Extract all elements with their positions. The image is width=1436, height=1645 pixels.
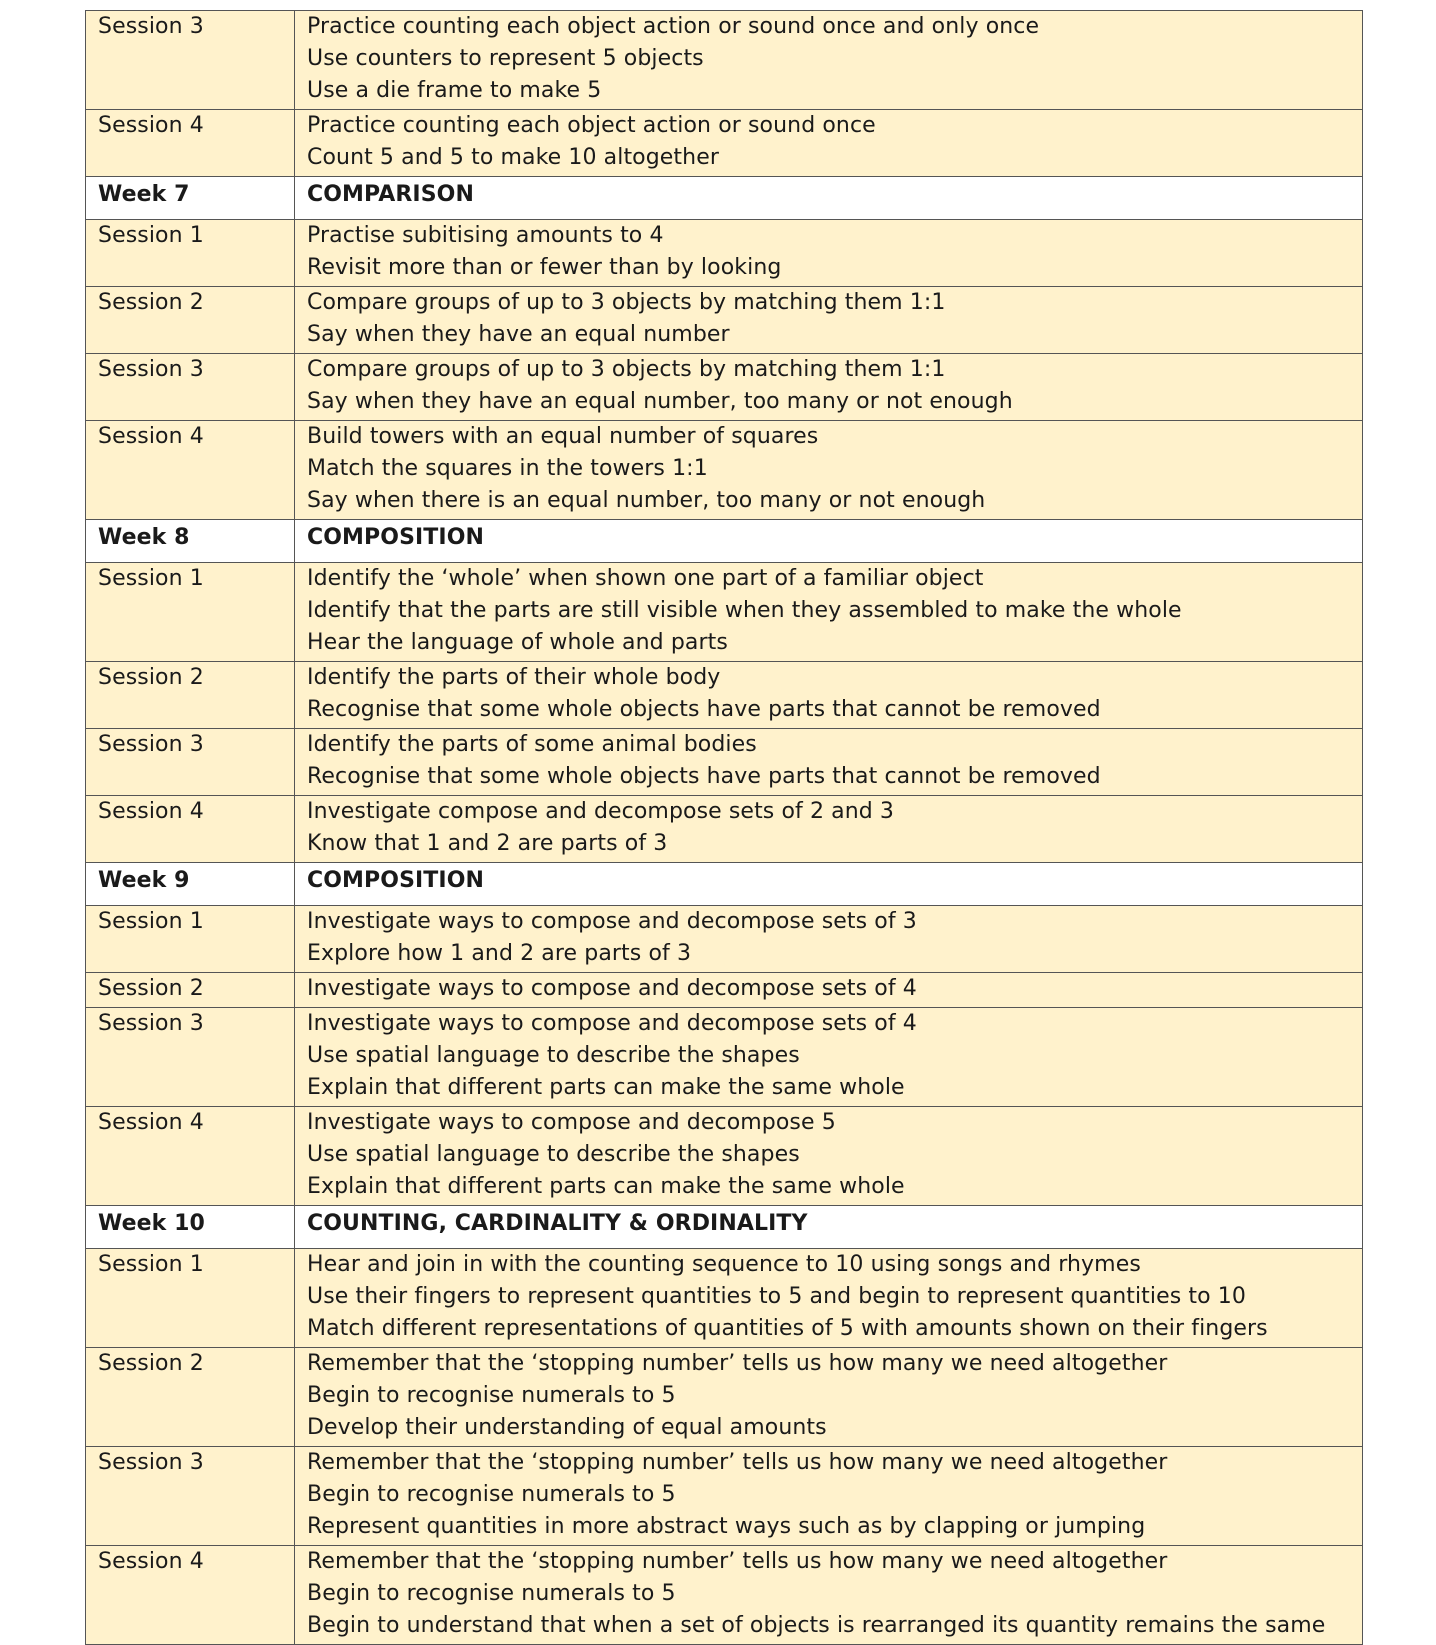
session-row — [86, 1008, 1363, 1107]
objective-line: Explore how 1 and 2 are parts of 3 — [307, 941, 692, 966]
objective-line: Investigate compose and decompose sets of 2 and 3 — [307, 799, 895, 824]
week-label: Week 10 — [86, 1206, 295, 1249]
objective-line: Practice counting each object action or sound once — [307, 113, 876, 138]
session-objectives — [295, 220, 1363, 287]
session-label: Session 2 — [86, 1348, 295, 1447]
objective-line: Use a die frame to make 5 — [307, 78, 602, 103]
session-objectives — [295, 906, 1363, 973]
session-objectives — [295, 421, 1363, 520]
week-topic: COMPARISON — [295, 177, 1363, 220]
session-objectives — [295, 354, 1363, 421]
objective-line: Begin to understand that when a set of objects is rearranged its quantity remains the same — [307, 1613, 1326, 1638]
session-label: Session 4 — [86, 1107, 295, 1206]
session-row — [86, 906, 1363, 973]
session-objectives — [295, 563, 1363, 662]
objective-line: Hear and join in with the counting sequence to 10 using songs and rhymes — [307, 1252, 1141, 1277]
session-row — [86, 1348, 1363, 1447]
week-header-row — [86, 863, 1363, 906]
session-label: Session 4 — [86, 421, 295, 520]
objective-line: Begin to recognise numerals to 5 — [307, 1383, 676, 1408]
objective-line: Investigate ways to compose and decompose sets of 4 — [307, 976, 917, 1001]
lesson-plan-body — [86, 11, 1363, 1645]
session-row — [86, 110, 1363, 177]
session-row — [86, 354, 1363, 421]
objective-line: Identify that the parts are still visible when they assembled to make the whole — [307, 598, 1182, 623]
session-label: Session 3 — [86, 1447, 295, 1546]
objective-line: Match different representations of quantities of 5 with amounts shown on their fingers — [307, 1316, 1268, 1341]
week-topic: COMPOSITION — [295, 520, 1363, 563]
session-row — [86, 1107, 1363, 1206]
session-row — [86, 1249, 1363, 1348]
objective-line: Begin to recognise numerals to 5 — [307, 1581, 676, 1606]
session-row — [86, 421, 1363, 520]
session-row — [86, 796, 1363, 863]
session-label: Session 2 — [86, 973, 295, 1008]
objective-line: Say when there is an equal number, too many or not enough — [307, 488, 986, 513]
objective-line: Develop their understanding of equal amounts — [307, 1415, 827, 1440]
session-objectives — [295, 1348, 1363, 1447]
session-row — [86, 662, 1363, 729]
session-row — [86, 1546, 1363, 1645]
session-row — [86, 11, 1363, 110]
objective-line: Compare groups of up to 3 objects by matching them 1:1 — [307, 290, 946, 315]
session-row — [86, 287, 1363, 354]
session-objectives — [295, 1546, 1363, 1645]
objective-line: Hear the language of whole and parts — [307, 630, 728, 655]
session-row — [86, 220, 1363, 287]
objective-line: Remember that the ‘stopping number’ tells us how many we need altogether — [307, 1351, 1168, 1376]
objective-line: Explain that different parts can make the same whole — [307, 1075, 905, 1100]
objective-line: Say when they have an equal number — [307, 322, 730, 347]
objective-line: Begin to recognise numerals to 5 — [307, 1482, 676, 1507]
session-objectives — [295, 1447, 1363, 1546]
session-objectives — [295, 110, 1363, 177]
objective-line: Build towers with an equal number of squares — [307, 424, 819, 449]
session-objectives — [295, 287, 1363, 354]
objective-line: Recognise that some whole objects have parts that cannot be removed — [307, 764, 1101, 789]
session-label: Session 3 — [86, 354, 295, 421]
week-header-row — [86, 177, 1363, 220]
session-objectives — [295, 662, 1363, 729]
session-label: Session 1 — [86, 1249, 295, 1348]
session-label: Session 1 — [86, 906, 295, 973]
objective-line: Investigate ways to compose and decompose sets of 4 — [307, 1011, 917, 1036]
week-label: Week 7 — [86, 177, 295, 220]
objective-line: Investigate ways to compose and decompose sets of 3 — [307, 909, 917, 934]
session-label: Session 4 — [86, 1546, 295, 1645]
objective-line: Know that 1 and 2 are parts of 3 — [307, 831, 668, 856]
session-label: Session 1 — [86, 563, 295, 662]
session-row — [86, 973, 1363, 1008]
session-label: Session 1 — [86, 220, 295, 287]
week-topic: COMPOSITION — [295, 863, 1363, 906]
session-objectives — [295, 1107, 1363, 1206]
session-objectives — [295, 973, 1363, 1008]
session-label: Session 4 — [86, 110, 295, 177]
objective-line: Practice counting each object action or sound once and only once — [307, 14, 1040, 39]
objective-line: Say when they have an equal number, too many or not enough — [307, 389, 1013, 414]
objective-line: Count 5 and 5 to make 10 altogether — [307, 145, 719, 170]
week-label: Week 8 — [86, 520, 295, 563]
objective-line: Remember that the ‘stopping number’ tells us how many we need altogether — [307, 1549, 1168, 1574]
session-row — [86, 563, 1363, 662]
objective-line: Use spatial language to describe the shapes — [307, 1043, 800, 1068]
objective-line: Recognise that some whole objects have parts that cannot be removed — [307, 697, 1101, 722]
objective-line: Practise subitising amounts to 4 — [307, 223, 664, 248]
session-label: Session 4 — [86, 796, 295, 863]
week-header-row — [86, 520, 1363, 563]
objective-line: Explain that different parts can make the same whole — [307, 1174, 905, 1199]
session-label: Session 3 — [86, 729, 295, 796]
objective-line: Identify the parts of their whole body — [307, 665, 721, 690]
session-label: Session 3 — [86, 11, 295, 110]
objective-line: Remember that the ‘stopping number’ tells us how many we need altogether — [307, 1450, 1168, 1475]
week-topic: COUNTING, CARDINALITY & ORDINALITY — [295, 1206, 1363, 1249]
lesson-plan-table — [85, 10, 1363, 1645]
session-objectives — [295, 796, 1363, 863]
objective-line: Identify the parts of some animal bodies — [307, 732, 757, 757]
objective-line: Investigate ways to compose and decompose 5 — [307, 1110, 836, 1135]
session-objectives — [295, 1008, 1363, 1107]
objective-line: Represent quantities in more abstract ways such as by clapping or jumping — [307, 1514, 1146, 1539]
session-objectives — [295, 729, 1363, 796]
objective-line: Use spatial language to describe the shapes — [307, 1142, 800, 1167]
session-label: Session 2 — [86, 662, 295, 729]
session-objectives — [295, 11, 1363, 110]
objective-line: Use counters to represent 5 objects — [307, 46, 704, 71]
objective-line: Identify the ‘whole’ when shown one part of a familiar object — [307, 566, 984, 591]
objective-line: Compare groups of up to 3 objects by matching them 1:1 — [307, 357, 946, 382]
week-header-row — [86, 1206, 1363, 1249]
week-label: Week 9 — [86, 863, 295, 906]
objective-line: Match the squares in the towers 1:1 — [307, 456, 708, 481]
session-objectives — [295, 1249, 1363, 1348]
objective-line: Use their fingers to represent quantities to 5 and begin to represent quantities to 10 — [307, 1284, 1246, 1309]
session-label: Session 2 — [86, 287, 295, 354]
session-row — [86, 729, 1363, 796]
session-label: Session 3 — [86, 1008, 295, 1107]
objective-line: Revisit more than or fewer than by looking — [307, 255, 782, 280]
session-row — [86, 1447, 1363, 1546]
